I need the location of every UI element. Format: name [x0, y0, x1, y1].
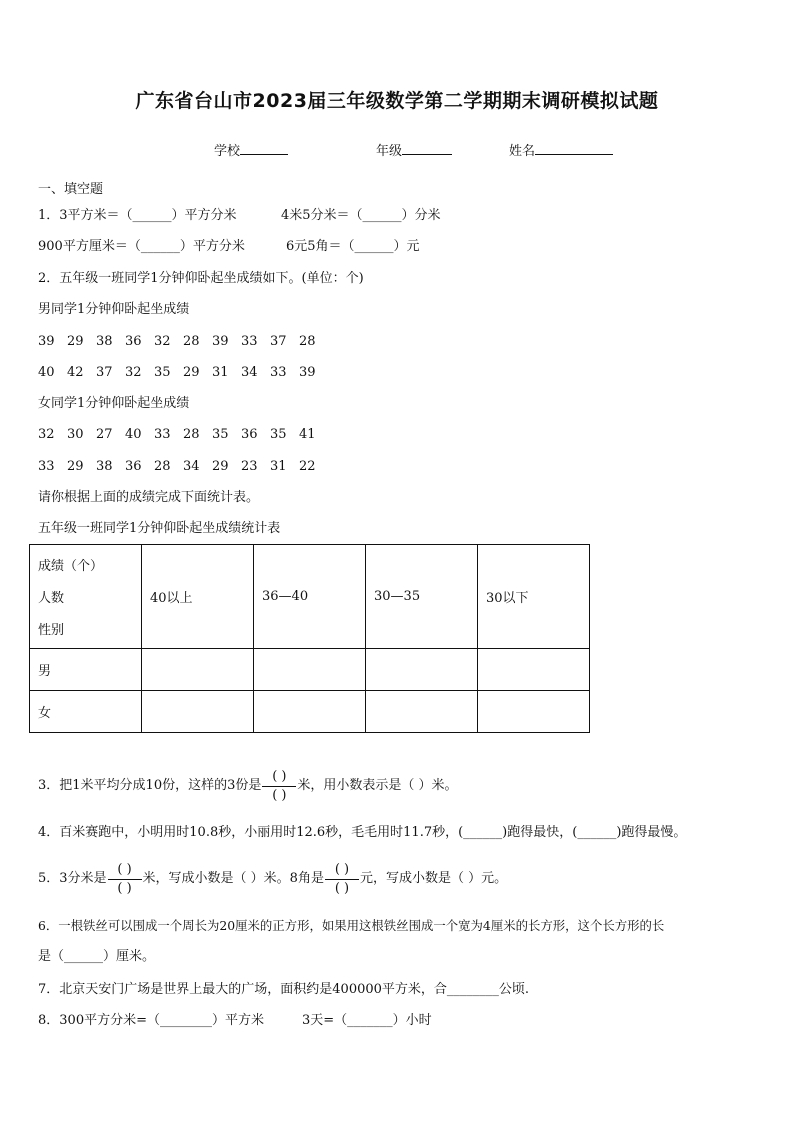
school-label: 学校 — [214, 144, 241, 159]
q1-part-d: 6元5角＝（______）元 — [286, 239, 420, 254]
table-corner-cell — [30, 545, 142, 649]
score: 27 — [96, 427, 113, 442]
name-field — [509, 140, 613, 159]
q2-girls-label: 女同学1分钟仰卧起坐成绩 — [38, 396, 190, 411]
row-label-boys: 男 — [30, 649, 142, 691]
corner-gender-label: 性别 — [38, 622, 65, 638]
score: 33 — [154, 427, 171, 442]
score: 28 — [183, 427, 200, 442]
score: 32 — [38, 427, 55, 442]
statistics-table — [29, 544, 590, 733]
score: 28 — [299, 334, 316, 349]
score: 30 — [67, 427, 84, 442]
score: 40 — [38, 365, 55, 380]
table-row — [30, 691, 590, 733]
table-input-cell[interactable] — [366, 649, 478, 691]
score: 35 — [270, 427, 287, 442]
score: 40 — [125, 427, 142, 442]
fraction-denominator[interactable]: ( ) — [272, 787, 287, 803]
q5-middle: 米，写成小数是（ ）米。8角是 — [142, 871, 324, 886]
q3 — [38, 767, 458, 805]
score: 33 — [38, 459, 55, 474]
score: 28 — [154, 459, 171, 474]
score: 35 — [154, 365, 171, 380]
fraction-numerator[interactable]: ( ) — [334, 861, 350, 877]
q1-part-b: 4米5分米＝（______）分米 — [281, 208, 441, 223]
q3-suffix: 米，用小数表示是（ ）米。 — [297, 778, 458, 793]
score: 38 — [96, 459, 113, 474]
score: 29 — [67, 459, 84, 474]
q1-part-c: 900平方厘米＝（______）平方分米 — [38, 239, 245, 254]
table-title: 五年级一班同学1分钟仰卧起坐成绩统计表 — [38, 521, 281, 536]
score: 38 — [96, 334, 113, 349]
score: 32 — [125, 365, 142, 380]
name-blank[interactable] — [535, 141, 613, 155]
q5-fraction-1 — [108, 861, 142, 898]
table-header-row — [30, 545, 590, 649]
table-row — [30, 649, 590, 691]
q5-fraction-2 — [325, 861, 359, 898]
score: 41 — [299, 427, 316, 442]
q4: 4．百米赛跑中，小明用时10.8秒，小丽用时12.6秒，毛毛用时11.7秒，(______)跑得最快，(______)跑得最慢。 — [38, 825, 687, 840]
q3-prefix: 3．把1米平均分成10份，这样的3份是 — [38, 778, 262, 793]
fraction-numerator[interactable]: ( ) — [117, 861, 132, 877]
table-header-cell: 36—40 — [254, 545, 366, 649]
q6-line-2: 是（______）厘米。 — [38, 949, 156, 964]
q2-boys-label: 男同学1分钟仰卧起坐成绩 — [38, 302, 190, 317]
score: 31 — [270, 459, 287, 474]
score: 42 — [67, 365, 84, 380]
score: 32 — [154, 334, 171, 349]
score: 37 — [270, 334, 287, 349]
fraction-denominator[interactable]: ( ) — [117, 880, 132, 896]
score: 23 — [241, 459, 258, 474]
score: 36 — [125, 459, 142, 474]
score: 39 — [38, 334, 55, 349]
q8-part-b: 3天=（_______）小时 — [302, 1013, 432, 1028]
score: 36 — [241, 427, 258, 442]
girls-scores-row-2 — [38, 459, 328, 475]
q1-part-a: 1．3平方米＝（______）平方分米 — [38, 208, 237, 223]
table-header-cell: 40以上 — [142, 545, 254, 649]
girls-scores-row-1 — [38, 427, 328, 443]
score: 29 — [183, 365, 200, 380]
page-title: 广东省台山市2023届三年级数学第二学期期末调研模拟试题 — [135, 90, 659, 112]
table-input-cell[interactable] — [478, 649, 590, 691]
grade-field — [376, 140, 452, 159]
table-header-cell: 30—35 — [366, 545, 478, 649]
grade-blank[interactable] — [402, 141, 452, 155]
table-input-cell[interactable] — [254, 649, 366, 691]
score: 34 — [183, 459, 200, 474]
score: 37 — [96, 365, 113, 380]
score: 22 — [299, 459, 316, 474]
q2-instruction: 请你根据上面的成绩完成下面统计表。 — [38, 490, 260, 505]
score: 36 — [125, 334, 142, 349]
q5 — [38, 860, 507, 898]
score: 29 — [212, 459, 229, 474]
q5-prefix: 5．3分米是 — [38, 871, 107, 886]
school-blank[interactable] — [240, 141, 288, 155]
table-input-cell[interactable] — [366, 691, 478, 733]
score: 33 — [241, 334, 258, 349]
section-heading: 一、填空题 — [38, 182, 104, 197]
score: 31 — [212, 365, 229, 380]
score: 34 — [241, 365, 258, 380]
boys-scores-row-2 — [38, 365, 328, 381]
q2-intro: 2．五年级一班同学1分钟仰卧起坐成绩如下。(单位：个) — [38, 271, 364, 286]
grade-label: 年级 — [376, 144, 403, 159]
score: 28 — [183, 334, 200, 349]
fraction-denominator[interactable]: ( ) — [334, 880, 350, 896]
table-input-cell[interactable] — [478, 691, 590, 733]
table-input-cell[interactable] — [142, 649, 254, 691]
fraction-numerator[interactable]: ( ) — [272, 768, 287, 784]
table-input-cell[interactable] — [142, 691, 254, 733]
corner-score-label: 成绩（个） — [38, 558, 104, 574]
score: 39 — [299, 365, 316, 380]
q8-part-a: 8．300平方分米=（________）平方米 — [38, 1013, 264, 1028]
q5-suffix: 元，写成小数是（ ）元。 — [359, 871, 508, 886]
table-input-cell[interactable] — [254, 691, 366, 733]
table-header-cell: 30以下 — [478, 545, 590, 649]
score: 33 — [270, 365, 287, 380]
boys-scores-row-1 — [38, 334, 328, 350]
q3-fraction — [262, 768, 296, 805]
q6-line-1: 6．一根铁丝可以围成一个周长为20厘米的正方形，如果用这根铁丝围成一个宽为4厘米的长方形，这个长方形的长 — [38, 918, 665, 933]
score: 39 — [212, 334, 229, 349]
q7: 7．北京天安门广场是世界上最大的广场，面积约是400000平方米，合________公顷. — [38, 982, 530, 997]
corner-count-label: 人数 — [38, 590, 65, 606]
name-label: 姓名 — [509, 144, 536, 159]
score: 29 — [67, 334, 84, 349]
score: 35 — [212, 427, 229, 442]
school-field — [214, 140, 288, 159]
row-label-girls: 女 — [30, 691, 142, 733]
